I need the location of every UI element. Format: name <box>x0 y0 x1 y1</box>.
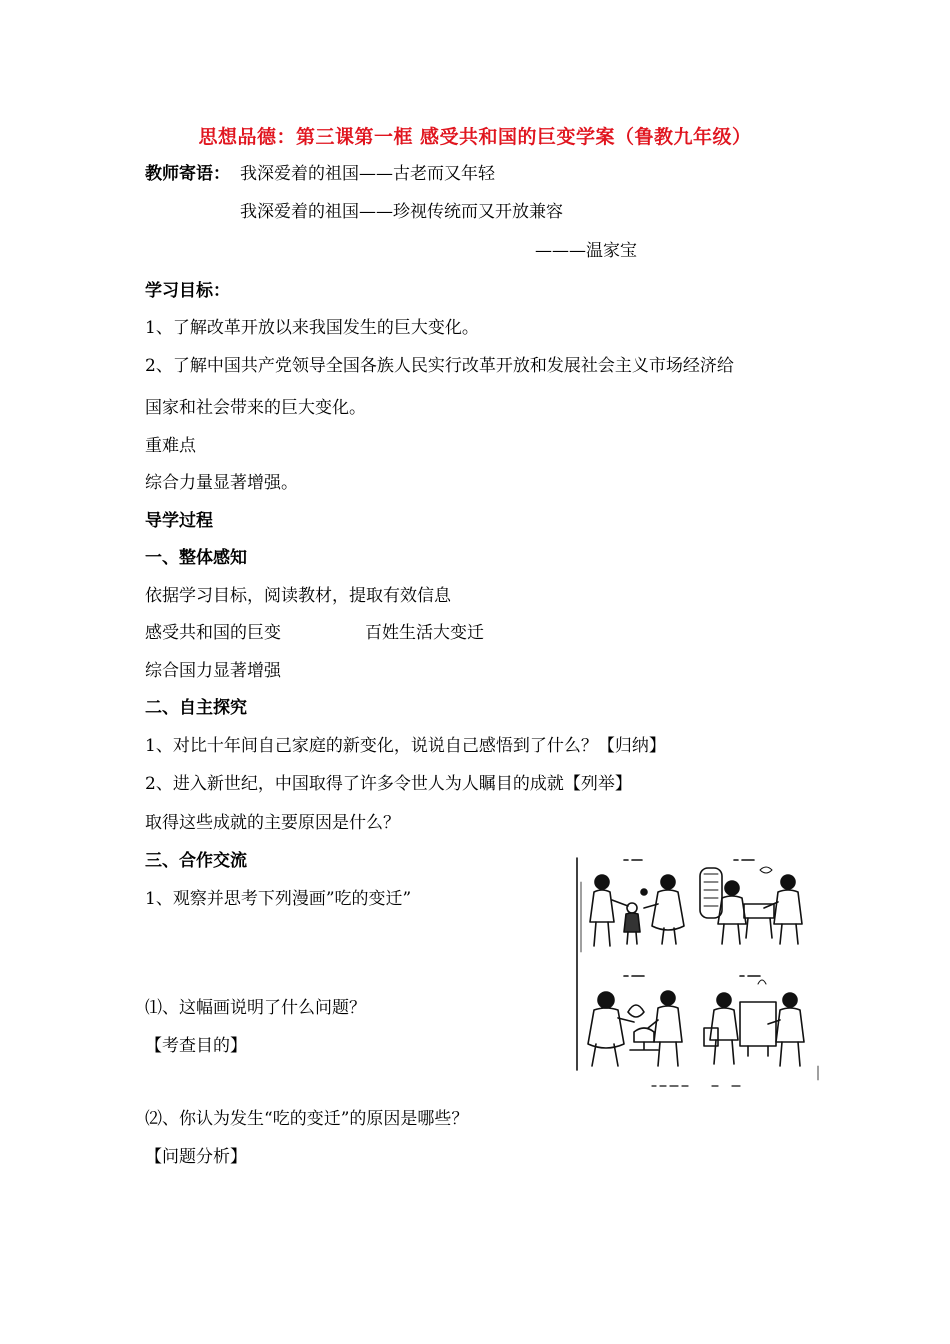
section-1-item-1: 感受共和国的巨变 <box>145 623 281 643</box>
eating-changes-cartoon-image <box>572 852 822 1096</box>
cartoon-panel-1 <box>590 860 684 946</box>
teacher-message-label: 教师寄语： <box>145 164 230 184</box>
goals-heading: 学习目标： <box>145 281 230 301</box>
teacher-message-line-1: 我深爱着的祖国——古老而又年轻 <box>240 164 495 184</box>
section-2-heading: 二、自主探究 <box>145 698 247 718</box>
section-2-question-1: 1、对比十年间自己家庭的新变化，说说自己感悟到了什么？【归纳】 <box>145 736 666 756</box>
process-heading: 导学过程 <box>145 511 213 531</box>
section-1-item-3: 综合国力显著增强 <box>145 661 281 681</box>
goal-2-line-1: 2、了解中国共产党领导全国各族人民实行改革开放和发展社会主义市场经济给 <box>145 356 734 376</box>
sub-question-1-tag: 【考查目的】 <box>145 1036 247 1056</box>
goal-2-line-2: 国家和社会带来的巨大变化。 <box>145 398 366 418</box>
section-1-text: 依据学习目标，阅读教材，提取有效信息 <box>145 586 451 606</box>
cartoon-panel-2 <box>700 860 802 944</box>
sub-question-2: ⑵、你认为发生“吃的变迁”的原因是哪些？ <box>145 1109 469 1129</box>
section-2-question-3: 取得这些成就的主要原因是什么？ <box>145 813 400 833</box>
section-3-heading: 三、合作交流 <box>145 851 247 871</box>
key-points-text: 综合力量显著增强。 <box>145 473 298 493</box>
sub-question-2-tag: 【问题分析】 <box>145 1147 247 1167</box>
section-3-question-1: 1、观察并思考下列漫画”吃的变迁” <box>145 889 412 909</box>
teacher-message-line-2: 我深爱着的祖国——珍视传统而又开放兼容 <box>240 202 563 222</box>
cartoon-panel-4 <box>704 976 804 1066</box>
key-points-heading: 重难点 <box>145 436 196 456</box>
section-1-item-2: 百姓生活大变迁 <box>365 623 484 643</box>
section-1-heading: 一、整体感知 <box>145 548 247 568</box>
teacher-message-signature: ———温家宝 <box>535 241 637 261</box>
document-title: 思想品德：第三课第一框 感受共和国的巨变学案（鲁教九年级） <box>198 126 752 148</box>
sub-question-1: ⑴、这幅画说明了什么问题？ <box>145 998 366 1018</box>
goal-1: 1、了解改革开放以来我国发生的巨大变化。 <box>145 318 479 338</box>
section-2-question-2: 2、进入新世纪，中国取得了许多令世人为人瞩目的成就【列举】 <box>145 774 632 794</box>
cartoon-panel-3 <box>588 976 682 1066</box>
